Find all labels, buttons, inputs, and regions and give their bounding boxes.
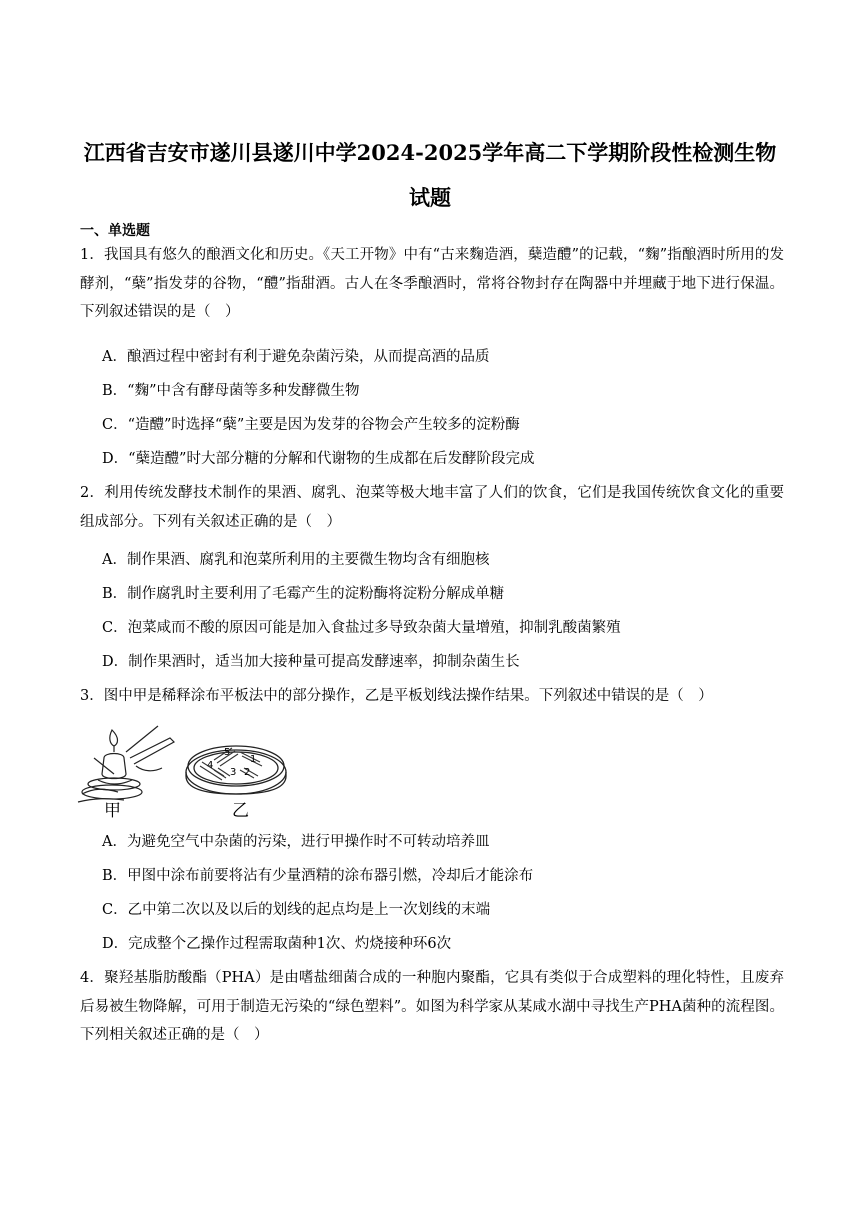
question-1-option-c: C．“造醴”时选择“蘖”主要是因为发芽的谷物会产生较多的淀粉酶	[102, 417, 520, 433]
question-2-option-d: D．制作果酒时，适当加大接种量可提高发酵速率，抑制杂菌生长	[102, 654, 520, 670]
question-3-option-b: B．甲图中涂布前要将沾有少量酒精的涂布器引燃，冷却后才能涂布	[102, 868, 534, 884]
question-3-option-a: A．为避免空气中杂菌的污染，进行甲操作时不可转动培养皿	[102, 834, 490, 850]
question-1-option-a: A．酿酒过程中密封有利于避免杂菌污染，从而提高酒的品质	[102, 349, 490, 365]
question-3-option-d: D．完成整个乙操作过程需取菌种1次、灼烧接种环6次	[102, 936, 452, 952]
figure-zone-label-1: 1	[250, 754, 257, 765]
question-1-option-b: B．“麴”中含有酵母菌等多种发酵微生物	[102, 383, 360, 399]
figure-jia-illustration	[78, 726, 174, 802]
question-3-figure	[74, 718, 304, 818]
figure-label-yi: 乙	[232, 801, 249, 818]
question-2-option-a: A．制作果酒、腐乳和泡菜所利用的主要微生物均含有细胞核	[102, 552, 490, 568]
question-4-stem: 4．聚羟基脂肪酸酯（PHA）是由嗜盐细菌合成的一种胞内聚酯，它具有类似于合成塑料的理化特性，且废弃后易被生物降解，可用于制造无污染的“绿色塑料”。如图为科学家从某咸水湖中寻找生产PHA菌种的流程图。下列相关叙述正确的是（ ）	[80, 970, 784, 1043]
question-2-stem: 2．利用传统发酵技术制作的果酒、腐乳、泡菜等极大地丰富了人们的饮食，它们是我国传统饮食文化的重要组成部分。下列有关叙述正确的是（ ）	[80, 485, 784, 530]
question-2-option-b: B．制作腐乳时主要利用了毛霉产生的淀粉酶将淀粉分解成单糖	[102, 586, 505, 602]
question-3-option-c: C．乙中第二次以及以后的划线的起点均是上一次划线的末端	[102, 902, 491, 918]
section-heading: 一、单选题	[80, 223, 150, 239]
question-2-option-c: C．泡菜咸而不酸的原因可能是加入食盐过多导致杂菌大量增殖，抑制乳酸菌繁殖	[102, 620, 621, 636]
figure-zone-label-2: 2	[244, 767, 251, 778]
question-3-stem: 3．图中甲是稀释涂布平板法中的部分操作，乙是平板划线法操作结果。下列叙述中错误的是（ ）	[80, 688, 713, 704]
figure-zone-label-5: 5	[224, 747, 231, 758]
question-1-option-d: D．“蘖造醴”时大部分糖的分解和代谢物的生成都在后发酵阶段完成	[102, 451, 535, 467]
question-1-stem: 1．我国具有悠久的酿酒文化和历史。《天工开物》中有“古来麴造酒，蘖造醴”的记载，“麴”指酿酒时所用的发酵剂，“蘖”指发芽的谷物，“醴”指甜酒。古人在冬季酿酒时，常将谷物封存在陶器中并埋藏于地下进行保温。下列叙述错误的是（ ）	[80, 247, 784, 320]
document-title-line2: 试题	[409, 185, 451, 210]
figure-zone-label-3: 3	[230, 767, 237, 778]
document-title: 江西省吉安市遂川县遂川中学2024-2025学年高二下学期阶段性检测生物	[83, 140, 777, 165]
figure-zone-label-4: 4	[207, 760, 214, 771]
figure-label-jia: 甲	[104, 801, 121, 818]
